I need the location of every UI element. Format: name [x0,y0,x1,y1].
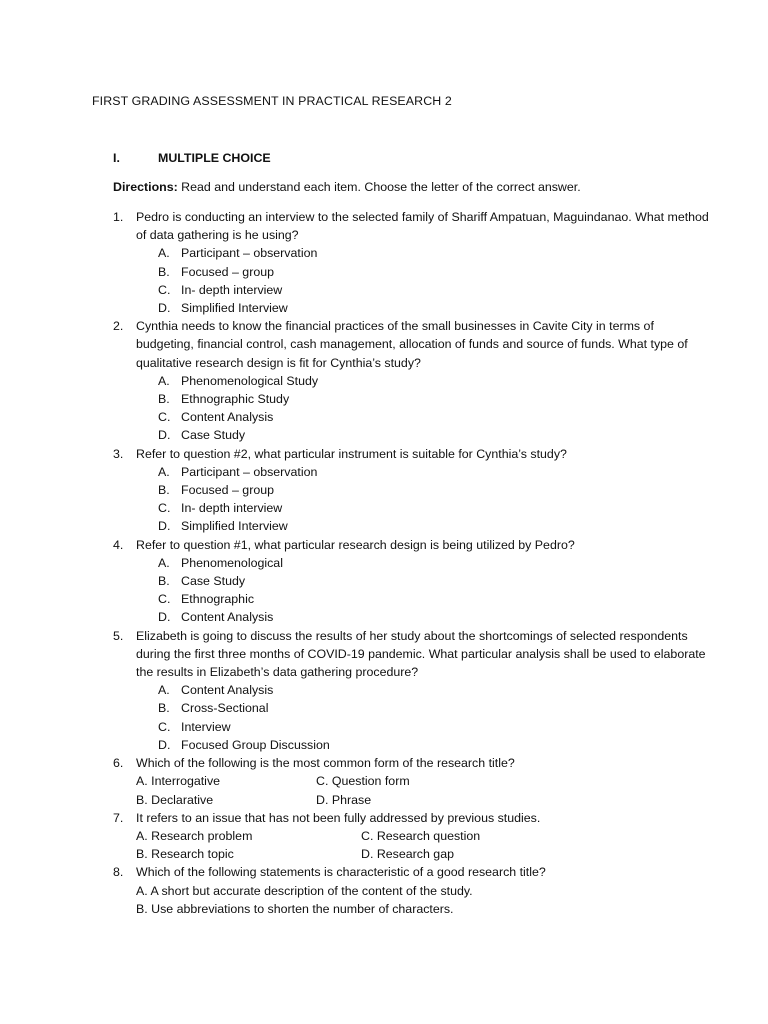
option-list [136,463,713,536]
question-1 [113,208,713,317]
option: D. Research gap [361,847,454,862]
question-number: 7. [113,810,124,825]
option-text: Interview [181,719,231,734]
question-text: Which of the following statements is characteristic of a good research title? [136,865,546,880]
option-text: Focused Group Discussion [181,737,330,752]
question-text: Refer to question #2, what particular instrument is suitable for Cynthia’s study? [136,446,567,461]
option-text: Focused – group [181,483,274,498]
question-7 [113,809,713,864]
option [136,699,713,717]
question-number: 6. [113,756,124,771]
option-letter: B. [158,264,170,279]
option-grid [136,772,713,808]
option [136,608,713,626]
option: A. Interrogative [136,774,221,789]
option: A. A short but accurate description of the content of the study. [136,883,473,898]
option: C. Question form [316,774,410,789]
section-heading [113,151,271,165]
question-4 [113,536,713,627]
option: C. Research question [361,828,481,843]
option-letter: D. [158,428,171,443]
option [136,718,713,736]
option-list [136,244,713,317]
document-title: FIRST GRADING ASSESSMENT IN PRACTICAL RESEARCH 2 [92,94,452,108]
option-letter: A. [158,683,170,698]
option-letter: B. [158,483,170,498]
question-number: 1. [113,210,124,224]
option [136,499,713,517]
option-text: Focused – group [181,264,274,279]
option [136,463,713,481]
question-text: Pedro is conducting an interview to the selected family of Shariff Ampatuan, Maguindanao. What method of data gathering is he using? [136,210,709,243]
section-number: I. [113,151,120,165]
option-letter: D. [158,301,171,316]
option-text: Simplified Interview [181,301,288,316]
option-text: Simplified Interview [181,519,288,534]
option [136,590,713,608]
option-letter: D. [158,610,171,625]
option-text: Ethnographic [181,592,255,607]
section-label: MULTIPLE CHOICE [158,151,271,165]
option-letter: C. [158,410,171,425]
option-list [136,554,713,627]
option [136,263,713,281]
option-letter: A. [158,464,170,479]
option [136,426,713,444]
option-letter: A. [158,373,170,388]
option-text: Ethnographic Study [181,392,290,407]
question-8 [113,863,713,918]
option-letter: D. [158,519,171,534]
option-letter: A. [158,246,170,261]
option [136,244,713,262]
option [136,736,713,754]
option-text: In- depth interview [181,282,283,297]
directions-text: Read and understand each item. Choose the letter of the correct answer. [177,180,581,194]
option [136,572,713,590]
question-6 [113,754,713,809]
question-number: 4. [113,537,124,552]
option-text: Case Study [181,574,246,589]
option-grid [136,827,713,863]
option-text: Phenomenological [181,555,283,570]
option [136,299,713,317]
question-number: 8. [113,865,124,880]
option-text: Cross-Sectional [181,701,269,716]
option [136,390,713,408]
question-2 [113,317,713,444]
option-text: Case Study [181,428,246,443]
option-list [136,681,713,754]
option-letter: C. [158,282,171,297]
option-letter: A. [158,555,170,570]
option-letter: B. [158,701,170,716]
option-letter: D. [158,737,171,752]
question-5 [113,627,713,754]
option-text: Content Analysis [181,683,274,698]
option: B. Use abbreviations to shorten the number of characters. [136,901,454,916]
option [136,554,713,572]
option-letter: C. [158,501,171,516]
option-text: Content Analysis [181,410,274,425]
option-text: Content Analysis [181,610,274,625]
option: B. Declarative [136,792,214,807]
option [136,681,713,699]
directions-label: Directions: [113,180,178,194]
option: D. Phrase [316,792,372,807]
question-text: Which of the following is the most common form of the research title? [136,756,515,771]
question-number: 3. [113,446,124,461]
option-list [136,372,713,445]
question-number: 2. [113,319,124,334]
option [136,481,713,499]
option [136,281,713,299]
option-letter: C. [158,592,171,607]
option [136,517,713,535]
option: A. Research problem [136,828,253,843]
option-letter: B. [158,392,170,407]
option [136,372,713,390]
option: B. Research topic [136,847,234,862]
question-text: Cynthia needs to know the financial practices of the small businesses in Cavite City in terms of budgeting, financial control, cash management, allocation of funds and source of funds. What type of qualitative research design is fit for Cynthia’s study? [136,319,688,370]
option-text: In- depth interview [181,501,283,516]
option-text: Participant – observation [181,464,318,479]
question-text: It refers to an issue that has not been fully addressed by previous studies. [136,810,541,825]
option [136,408,713,426]
question-3 [113,445,713,536]
question-text: Elizabeth is going to discuss the results of her study about the shortcomings of selected respondents during the first three months of COVID-19 pandemic. What particular analysis shall be used to elaborate the results in Elizabeth’s data gathering procedure? [136,628,706,680]
option-letter: B. [158,574,170,589]
option-text: Participant – observation [181,246,318,261]
question-text: Refer to question #1, what particular research design is being utilized by Pedro? [136,537,575,552]
question-list [113,208,713,918]
option-letter: C. [158,719,171,734]
option-text: Phenomenological Study [181,373,319,388]
directions [113,180,581,194]
question-number: 5. [113,628,124,643]
